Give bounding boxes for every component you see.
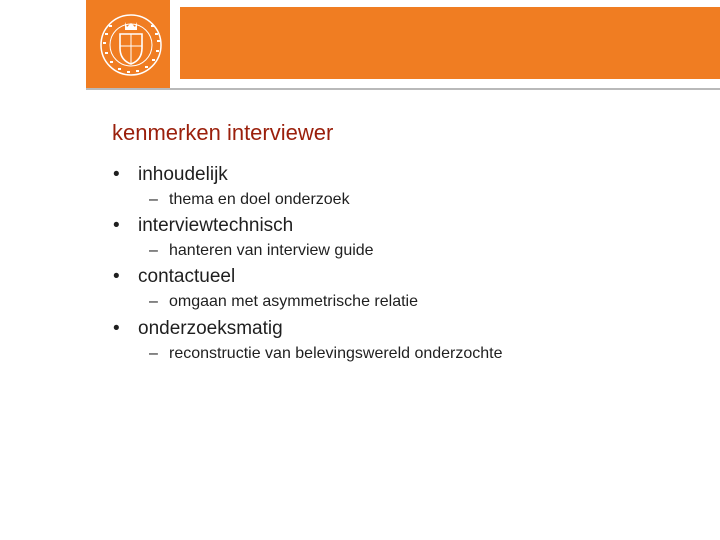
sub-bullet-item	[149, 191, 350, 209]
bullet-text: onderzoeksmatig	[138, 318, 283, 339]
bullet-marker: •	[113, 215, 120, 236]
sub-bullet-marker: –	[149, 242, 158, 259]
slide-title: kenmerken interviewer	[112, 120, 334, 145]
sub-bullet-item	[149, 345, 503, 363]
bullet-item	[113, 318, 283, 340]
sub-bullet-text: omgaan met asymmetrische relatie	[169, 293, 418, 310]
sub-bullet-marker: –	[149, 293, 158, 310]
bullet-text: contactueel	[138, 266, 236, 287]
bullet-item	[113, 266, 235, 288]
sub-bullet-text: reconstructie van belevingswereld onderzochte	[169, 345, 503, 362]
sub-bullet-item	[149, 293, 418, 311]
bullet-text: inhoudelijk	[138, 164, 228, 185]
bullet-item	[113, 164, 228, 186]
sub-bullet-text: thema en doel onderzoek	[169, 191, 350, 208]
sub-bullet-item	[149, 242, 374, 260]
bullet-marker: •	[113, 164, 120, 185]
bullet-item	[113, 215, 293, 237]
bullet-marker: •	[113, 266, 120, 287]
header-divider	[86, 88, 720, 90]
bullet-marker: •	[113, 318, 120, 339]
sub-bullet-marker: –	[149, 345, 158, 362]
sub-bullet-marker: –	[149, 191, 158, 208]
header-band	[180, 7, 720, 79]
bullet-text: interviewtechnisch	[138, 215, 294, 236]
sub-bullet-text: hanteren van interview guide	[169, 242, 374, 259]
university-seal-icon	[96, 8, 166, 80]
